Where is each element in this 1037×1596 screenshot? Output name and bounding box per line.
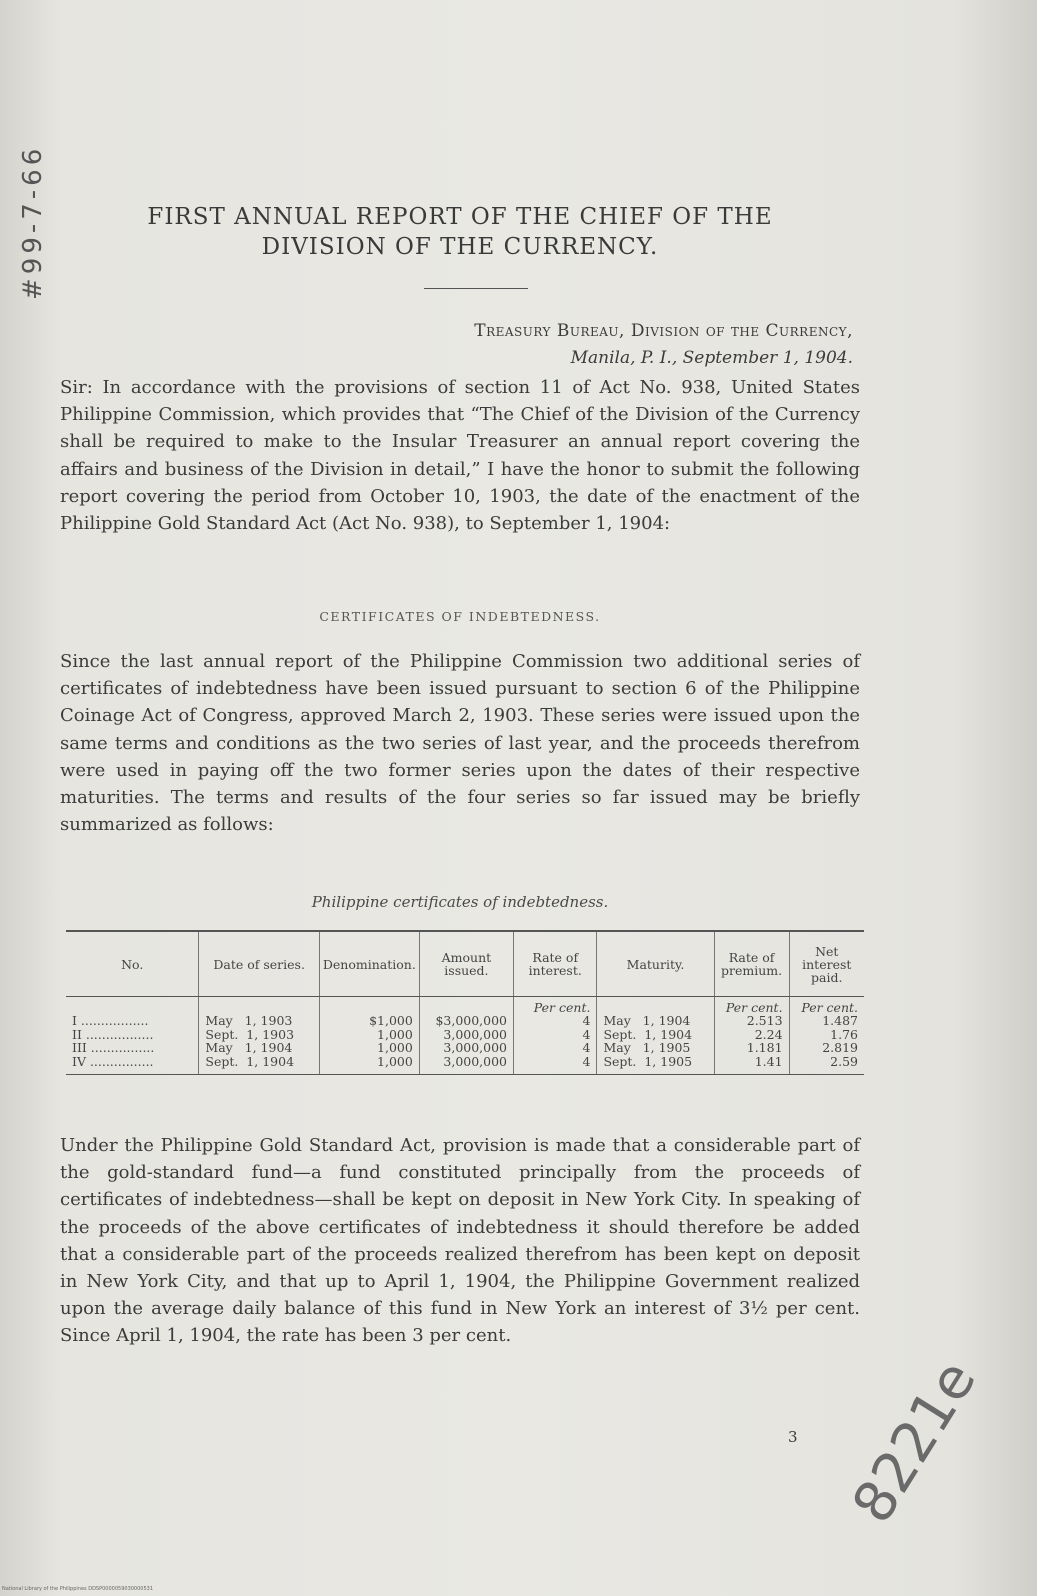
table-header-row <box>66 931 864 997</box>
report-title <box>100 202 820 262</box>
col-maturity: May 1, 1904 Sept. 1, 1904 May 1, 1905 Sept. 1, 1905 <box>597 997 714 1075</box>
title-line-1: FIRST ANNUAL REPORT OF THE CHIEF OF THE <box>147 204 773 230</box>
header-date: Date of series. <box>199 931 319 997</box>
dateline-place-date: Manila, P. I., September 1, 1904. <box>570 348 853 368</box>
header-rate: Rate of interest. <box>514 931 597 997</box>
col-denomination: $1,000 1,000 1,000 1,000 <box>319 997 419 1075</box>
title-line-2: DIVISION OF THE CURRENCY. <box>261 234 659 260</box>
col-date: May 1, 1903 Sept. 1, 1903 May 1, 1904 Sept. 1, 1904 <box>199 997 319 1075</box>
header-premium: Rate of premium. <box>714 931 789 997</box>
col-rate: Per cent. 4 4 4 4 <box>514 997 597 1075</box>
section-heading: CERTIFICATES OF INDEBTEDNESS. <box>319 609 601 624</box>
scan-footer: National Library of the Philippines DDSP0000059030000531 <box>2 1586 154 1592</box>
header-maturity: Maturity. <box>597 931 714 997</box>
col-net-interest: Per cent. 1.487 1.76 2.819 2.59 <box>789 997 864 1075</box>
dateline-office: Treasury Bureau, Division of the Currency, <box>474 321 853 341</box>
title-divider <box>424 288 528 289</box>
opening-paragraph: Sir: In accordance with the provisions of section 11 of Act No. 938, United States Philippine Commission, which provides that “The Chief of the Division of the Currency shall be required to make to the Insular Treasurer an annual report covering the affairs and business of the Division in detail,” I have the honor to submit the following report covering the period from October 10, 1903, the date of the enactment of the Philippine Gold Standard Act (Act No. 938), to September 1, 1904: <box>60 377 860 535</box>
gold-standard-paragraph: Under the Philippine Gold Standard Act, provision is made that a considerable part of the gold-standard fund—a fund constituted principally from the proceeds of certificates of indebtedness—shall be kept on deposit in New York City. In speaking of the proceeds of the above certificates of indebtedness it should therefore be added that a considerable part of the proceeds realized therefrom has been kept on deposit in New York City, and that up to April 1, 1904, the Philippine Government realized upon the average daily balance of this fund in New York an interest of 3½ per cent. Since April 1, 1904, the rate has been 3 per cent. <box>60 1135 860 1347</box>
col-premium: Per cent. 2.513 2.24 1.181 1.41 <box>714 997 789 1075</box>
table-data-block <box>66 997 864 1075</box>
handwritten-margin-note: #99-7-66 <box>18 144 48 300</box>
col-amount: $3,000,000 3,000,000 3,000,000 3,000,000 <box>419 997 513 1075</box>
header-amount: Amount issued. <box>419 931 513 997</box>
header-no: No. <box>66 931 199 997</box>
handwritten-catalog-number: 8221e <box>840 1349 990 1535</box>
header-denomination: Denomination. <box>319 931 419 997</box>
header-net-interest: Net interest paid. <box>789 931 864 997</box>
table-caption: Philippine certificates of indebtedness. <box>311 893 609 911</box>
page-number: 3 <box>788 1428 798 1446</box>
col-no: I ................. II ................. III ................ IV ................ <box>66 997 199 1075</box>
certificates-table <box>66 930 864 1075</box>
dateline <box>228 318 853 372</box>
certificates-paragraph: Since the last annual report of the Philippine Commission two additional series of certificates of indebtedness have been issued pursuant to section 6 of the Philippine Coinage Act of Congress, approved March 2, 1903. These series were issued upon the same terms and conditions as the two series of last year, and the proceeds therefrom were used in paying off the two former series upon the dates of their respective maturities. The terms and results of the four series so far issued may be briefly summarized as follows: <box>60 651 860 836</box>
